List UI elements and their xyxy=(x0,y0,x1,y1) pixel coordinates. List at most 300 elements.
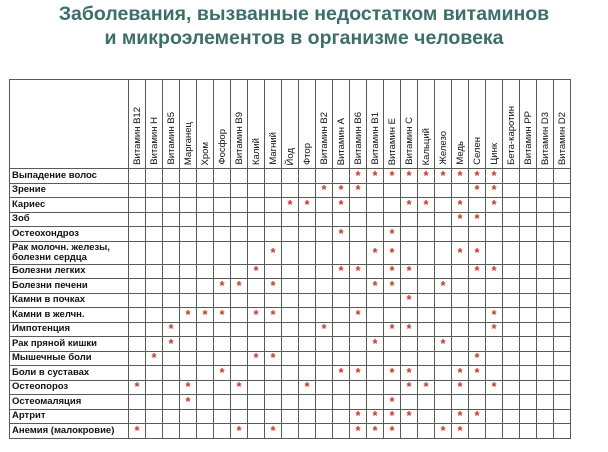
table-cell xyxy=(129,409,146,424)
table-cell xyxy=(401,322,418,337)
table-cell xyxy=(435,279,452,294)
deficiency-mark: * xyxy=(457,365,463,380)
table-cell xyxy=(486,308,503,323)
table-cell xyxy=(469,198,486,213)
table-cell xyxy=(418,198,435,213)
table-cell xyxy=(248,409,265,424)
table-cell xyxy=(265,351,282,366)
table-cell xyxy=(435,293,452,308)
table-cell xyxy=(503,279,520,294)
table-cell xyxy=(231,293,248,308)
table-cell xyxy=(435,198,452,213)
row-label xyxy=(10,366,129,381)
deficiency-mark: * xyxy=(406,322,412,337)
deficiency-mark: * xyxy=(372,168,378,183)
deficiency-mark: * xyxy=(389,226,395,241)
deficiency-mark: * xyxy=(440,423,446,438)
table-cell xyxy=(197,241,214,264)
table-cell xyxy=(265,337,282,352)
table-cell xyxy=(316,366,333,381)
row-label-text: Артрит xyxy=(12,410,46,422)
deficiency-mark: * xyxy=(134,423,140,438)
row-label xyxy=(10,264,129,279)
table-cell xyxy=(469,183,486,198)
deficiency-mark: * xyxy=(491,307,497,322)
table-cell xyxy=(384,183,401,198)
table-cell xyxy=(163,366,180,381)
table-cell xyxy=(316,169,333,184)
table-cell xyxy=(554,366,571,381)
row-label xyxy=(10,424,129,439)
table-cell xyxy=(520,409,537,424)
deficiency-mark: * xyxy=(219,278,225,293)
deficiency-mark: * xyxy=(134,380,140,395)
table-cell xyxy=(401,183,418,198)
table-cell xyxy=(180,308,197,323)
column-header-label: Железо xyxy=(437,131,449,165)
table-cell xyxy=(503,322,520,337)
table-cell xyxy=(316,227,333,242)
table-cell xyxy=(537,183,554,198)
table-cell xyxy=(180,264,197,279)
table-cell xyxy=(282,322,299,337)
table-cell xyxy=(248,293,265,308)
table-cell xyxy=(452,322,469,337)
table-cell xyxy=(333,308,350,323)
table-cell xyxy=(469,241,486,264)
table-cell xyxy=(384,241,401,264)
table-cell xyxy=(554,337,571,352)
table-cell xyxy=(214,366,231,381)
table-cell xyxy=(180,395,197,410)
table-cell xyxy=(350,380,367,395)
table-cell xyxy=(537,337,554,352)
table-cell xyxy=(265,424,282,439)
table-cell xyxy=(316,241,333,264)
deficiency-mark: * xyxy=(270,278,276,293)
table-cell xyxy=(333,424,350,439)
table-row xyxy=(10,395,571,410)
deficiency-mark: * xyxy=(389,244,395,260)
table-cell xyxy=(231,337,248,352)
table-cell xyxy=(469,409,486,424)
table-cell xyxy=(248,241,265,264)
table-cell xyxy=(333,366,350,381)
table-cell xyxy=(214,308,231,323)
table-cell xyxy=(384,169,401,184)
deficiency-mark: * xyxy=(474,409,480,424)
table-cell xyxy=(333,380,350,395)
table-cell xyxy=(129,241,146,264)
table-cell xyxy=(214,212,231,227)
table-cell xyxy=(316,308,333,323)
table-cell xyxy=(554,169,571,184)
table-cell xyxy=(554,241,571,264)
table-cell xyxy=(520,395,537,410)
deficiency-mark: * xyxy=(389,264,395,279)
table-cell xyxy=(248,183,265,198)
table-cell xyxy=(163,308,180,323)
table-cell xyxy=(401,351,418,366)
table-cell xyxy=(282,169,299,184)
deficiency-mark: * xyxy=(440,278,446,293)
deficiency-mark: * xyxy=(474,183,480,198)
table-cell xyxy=(180,279,197,294)
deficiency-mark: * xyxy=(474,365,480,380)
row-label-text: Боли в суставах xyxy=(12,366,90,378)
table-cell xyxy=(197,380,214,395)
table-cell xyxy=(435,227,452,242)
table-cell xyxy=(435,395,452,410)
table-cell xyxy=(231,169,248,184)
table-cell xyxy=(486,351,503,366)
table-cell xyxy=(469,279,486,294)
deficiency-mark: * xyxy=(287,197,293,212)
table-cell xyxy=(163,241,180,264)
deficiency-mark: * xyxy=(474,351,480,366)
table-cell xyxy=(367,366,384,381)
row-label xyxy=(10,241,129,264)
table-cell xyxy=(486,395,503,410)
table-cell xyxy=(503,424,520,439)
table-cell xyxy=(520,351,537,366)
table-cell xyxy=(418,279,435,294)
table-cell xyxy=(129,183,146,198)
table-cell xyxy=(248,380,265,395)
table-cell xyxy=(248,337,265,352)
table-cell xyxy=(282,366,299,381)
table-cell xyxy=(401,212,418,227)
table-cell xyxy=(146,322,163,337)
table-cell xyxy=(469,380,486,395)
table-cell xyxy=(265,241,282,264)
deficiency-mark: * xyxy=(185,307,191,322)
table-cell xyxy=(214,380,231,395)
table-cell xyxy=(486,198,503,213)
table-cell xyxy=(503,241,520,264)
table-row xyxy=(10,366,571,381)
deficiency-mark: * xyxy=(423,168,429,183)
table-cell xyxy=(316,264,333,279)
column-header xyxy=(350,80,367,169)
table-cell xyxy=(435,308,452,323)
table-cell xyxy=(299,293,316,308)
column-header xyxy=(197,80,214,169)
table-cell xyxy=(537,264,554,279)
table-cell xyxy=(469,308,486,323)
deficiency-mark: * xyxy=(338,226,344,241)
column-header-label: Витамин B12 xyxy=(131,107,143,165)
table-cell xyxy=(231,279,248,294)
deficiency-mark: * xyxy=(389,423,395,438)
table-cell xyxy=(248,424,265,439)
table-cell xyxy=(299,351,316,366)
deficiency-mark: * xyxy=(440,168,446,183)
table-cell xyxy=(401,241,418,264)
table-cell xyxy=(537,366,554,381)
table-cell xyxy=(197,279,214,294)
table-cell xyxy=(163,380,180,395)
deficiency-mark: * xyxy=(338,264,344,279)
column-header xyxy=(231,80,248,169)
deficiency-mark: * xyxy=(253,264,259,279)
table-cell xyxy=(469,212,486,227)
column-header-label: Витамин B6 xyxy=(352,112,364,165)
row-label-text: Камни в желчн. xyxy=(12,308,85,320)
deficiency-mark: * xyxy=(474,244,480,260)
table-cell xyxy=(384,424,401,439)
table-cell xyxy=(503,212,520,227)
column-header-label: Витамин D3 xyxy=(539,111,551,165)
title-line-1: Заболевания, вызванные недостатком витаминов xyxy=(58,3,550,25)
table-cell xyxy=(282,380,299,395)
table-cell xyxy=(282,293,299,308)
table-cell xyxy=(350,337,367,352)
table-cell xyxy=(129,308,146,323)
column-header-label: Хром xyxy=(199,141,211,165)
table-cell xyxy=(537,198,554,213)
table-cell xyxy=(282,395,299,410)
column-header-label: Витамин H xyxy=(148,117,160,165)
table-cell xyxy=(146,293,163,308)
table-cell xyxy=(163,337,180,352)
deficiency-mark: * xyxy=(304,197,310,212)
deficiency-mark: * xyxy=(457,380,463,395)
table-cell xyxy=(435,241,452,264)
deficiency-mark: * xyxy=(151,351,157,366)
table-cell xyxy=(452,409,469,424)
table-cell xyxy=(299,279,316,294)
deficiency-mark: * xyxy=(457,244,463,260)
table-cell xyxy=(452,198,469,213)
table-cell xyxy=(146,395,163,410)
table-cell xyxy=(503,380,520,395)
table-cell xyxy=(520,279,537,294)
table-cell xyxy=(554,183,571,198)
table-cell xyxy=(299,198,316,213)
deficiency-mark: * xyxy=(474,264,480,279)
table-cell xyxy=(299,424,316,439)
deficiency-mark: * xyxy=(253,351,259,366)
table-cell xyxy=(520,322,537,337)
table-cell xyxy=(197,264,214,279)
table-cell xyxy=(520,241,537,264)
table-cell xyxy=(282,409,299,424)
table-cell xyxy=(503,169,520,184)
table-cell xyxy=(367,293,384,308)
deficiency-mark: * xyxy=(406,365,412,380)
table-cell xyxy=(299,395,316,410)
column-header xyxy=(367,80,384,169)
table-cell xyxy=(197,212,214,227)
column-header-label: Витамин B2 xyxy=(318,112,330,165)
table-cell xyxy=(503,198,520,213)
column-header-label: Бета-каротин xyxy=(505,106,517,165)
table-cell xyxy=(214,351,231,366)
deficiency-mark: * xyxy=(355,168,361,183)
table-cell xyxy=(367,409,384,424)
table-cell xyxy=(163,279,180,294)
table-cell xyxy=(401,169,418,184)
table-cell xyxy=(486,366,503,381)
table-cell xyxy=(248,212,265,227)
row-label xyxy=(10,337,129,352)
column-header-label: Цинк xyxy=(488,143,500,165)
table-cell xyxy=(418,424,435,439)
deficiency-mark: * xyxy=(270,244,276,260)
table-cell xyxy=(452,264,469,279)
row-label xyxy=(10,198,129,213)
table-header-row xyxy=(10,80,571,169)
table-cell xyxy=(554,380,571,395)
table-cell xyxy=(503,337,520,352)
table-cell xyxy=(384,322,401,337)
table-cell xyxy=(248,395,265,410)
column-header-label: Витамин A xyxy=(335,117,347,165)
table-cell xyxy=(248,169,265,184)
table-cell xyxy=(248,308,265,323)
table-cell xyxy=(163,227,180,242)
table-cell xyxy=(418,337,435,352)
table-cell xyxy=(520,169,537,184)
table-cell xyxy=(299,212,316,227)
table-cell xyxy=(401,366,418,381)
table-cell xyxy=(214,169,231,184)
table-cell xyxy=(129,264,146,279)
table-cell xyxy=(197,351,214,366)
table-cell xyxy=(401,264,418,279)
row-label xyxy=(10,227,129,242)
table-cell xyxy=(452,279,469,294)
table-cell xyxy=(520,212,537,227)
table-cell xyxy=(469,169,486,184)
table-cell xyxy=(333,241,350,264)
table-cell xyxy=(418,169,435,184)
table-cell xyxy=(469,424,486,439)
column-header-label: Кальций xyxy=(420,127,432,165)
table-row xyxy=(10,351,571,366)
table-cell xyxy=(197,169,214,184)
deficiency-mark: * xyxy=(457,409,463,424)
table-cell xyxy=(282,227,299,242)
table-cell xyxy=(299,241,316,264)
table-cell xyxy=(214,395,231,410)
title-line-2: и микроэлементов в организме человека xyxy=(104,27,504,49)
deficiency-mark: * xyxy=(491,183,497,198)
deficiency-mark: * xyxy=(389,322,395,337)
table-cell xyxy=(520,264,537,279)
table-cell xyxy=(231,264,248,279)
table-cell xyxy=(537,322,554,337)
table-cell xyxy=(146,183,163,198)
table-cell xyxy=(554,409,571,424)
table-cell xyxy=(231,183,248,198)
table-cell xyxy=(384,366,401,381)
table-cell xyxy=(265,183,282,198)
table-row xyxy=(10,322,571,337)
table-cell xyxy=(401,424,418,439)
table-cell xyxy=(180,183,197,198)
table-cell xyxy=(265,395,282,410)
table-cell xyxy=(350,212,367,227)
deficiency-mark: * xyxy=(321,183,327,198)
table-cell xyxy=(554,212,571,227)
table-cell xyxy=(316,198,333,213)
table-row xyxy=(10,424,571,439)
table-cell xyxy=(129,293,146,308)
table-cell xyxy=(231,308,248,323)
table-cell xyxy=(163,322,180,337)
table-cell xyxy=(537,409,554,424)
table-cell xyxy=(248,227,265,242)
deficiency-mark: * xyxy=(219,307,225,322)
deficiency-mark: * xyxy=(491,168,497,183)
table-cell xyxy=(129,279,146,294)
table-cell xyxy=(401,308,418,323)
table-cell xyxy=(486,264,503,279)
table-cell xyxy=(418,380,435,395)
table-row xyxy=(10,241,571,264)
deficiency-mark: * xyxy=(474,212,480,227)
table-row xyxy=(10,227,571,242)
deficiency-mark: * xyxy=(355,307,361,322)
deficiency-mark: * xyxy=(491,197,497,212)
deficiency-mark: * xyxy=(389,278,395,293)
table-cell xyxy=(452,293,469,308)
table-cell xyxy=(265,409,282,424)
table-cell xyxy=(503,351,520,366)
table-cell xyxy=(350,264,367,279)
deficiency-mark: * xyxy=(440,336,446,351)
column-header-label: Магний xyxy=(267,132,279,165)
table-cell xyxy=(503,293,520,308)
deficiency-mark: * xyxy=(474,168,480,183)
column-header xyxy=(299,80,316,169)
table-cell xyxy=(146,409,163,424)
table-cell xyxy=(452,337,469,352)
deficiency-mark: * xyxy=(355,423,361,438)
table-cell xyxy=(554,279,571,294)
column-header-label: Йод xyxy=(284,147,296,165)
row-label xyxy=(10,351,129,366)
table-cell xyxy=(367,337,384,352)
table-cell xyxy=(299,169,316,184)
table-row xyxy=(10,279,571,294)
table-cell xyxy=(248,264,265,279)
table-cell xyxy=(503,227,520,242)
table-cell xyxy=(435,351,452,366)
row-label-text: Рак пряной кишки xyxy=(12,337,97,349)
deficiency-mark: * xyxy=(406,168,412,183)
row-label xyxy=(10,308,129,323)
table-cell xyxy=(469,351,486,366)
deficiency-mark: * xyxy=(389,168,395,183)
table-cell xyxy=(435,264,452,279)
table-cell xyxy=(231,409,248,424)
table-cell xyxy=(282,183,299,198)
table-cell xyxy=(197,395,214,410)
column-header xyxy=(469,80,486,169)
table-cell xyxy=(384,409,401,424)
table-cell xyxy=(299,380,316,395)
deficiency-mark: * xyxy=(491,322,497,337)
table-cell xyxy=(418,183,435,198)
table-cell xyxy=(180,169,197,184)
deficiency-mark: * xyxy=(321,322,327,337)
table-cell xyxy=(265,227,282,242)
table-cell xyxy=(520,183,537,198)
table-cell xyxy=(401,279,418,294)
